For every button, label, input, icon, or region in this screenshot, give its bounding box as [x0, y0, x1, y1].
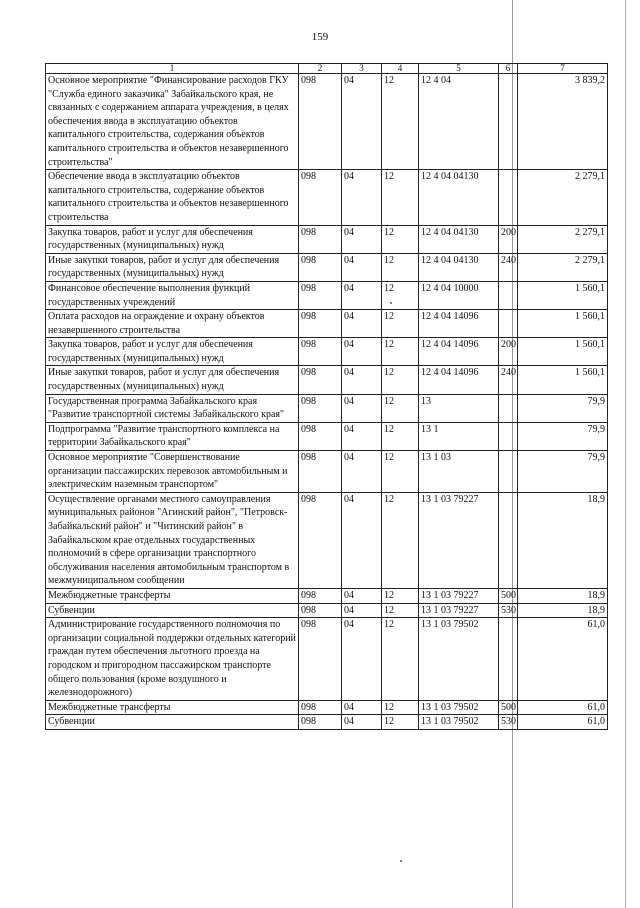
target-article-code: 13 1 03 79227 [419, 492, 499, 588]
amount: 79,9 [518, 451, 608, 493]
ministry-code: 098 [299, 588, 342, 603]
section-code: 04 [342, 225, 382, 253]
table-row [46, 225, 608, 253]
table-row [46, 310, 608, 338]
row-description: Основное мероприятие "Финансирование расходов ГКУ "Служба единого заказчика" Забайкальского края, не связанных с содержанием аппарата учреждения, в целях обеспечения ввода в эксплуатацию объектов капитального строительства, содержания объектов капитального строительства и объектов незавершенного строительства" [46, 74, 299, 170]
ministry-code: 098 [299, 451, 342, 493]
row-description: Закупка товаров, работ и услуг для обеспечения государственных (муниципальных) нужд [46, 225, 299, 253]
ministry-code: 098 [299, 618, 342, 701]
amount: 18,9 [518, 588, 608, 603]
expense-type-code [499, 170, 518, 225]
subsection-code: 12 [382, 310, 419, 338]
scan-artifact-line [625, 0, 626, 908]
target-article-code: 12 4 04 04130 [419, 170, 499, 225]
subsection-code: 12 [382, 74, 419, 170]
subsection-code: 12 [382, 618, 419, 701]
ministry-code: 098 [299, 281, 342, 309]
amount: 18,9 [518, 603, 608, 618]
target-article-code: 13 1 03 79502 [419, 700, 499, 715]
expense-type-code: 500 [499, 700, 518, 715]
expense-type-code [499, 451, 518, 493]
target-article-code: 12 4 04 10000 [419, 281, 499, 309]
subsection-code: 12 [382, 225, 419, 253]
table-row [46, 451, 608, 493]
row-description: Обеспечение ввода в эксплуатацию объектов капитального строительства, содержание объектов капитального строительства и объектов незавершенного строительства [46, 170, 299, 225]
table-row [46, 394, 608, 422]
ministry-code: 098 [299, 310, 342, 338]
expense-type-code: 530 [499, 715, 518, 730]
table-row [46, 422, 608, 450]
subsection-code: 12 [382, 715, 419, 730]
column-header: 6 [499, 64, 518, 74]
column-header: 2 [299, 64, 342, 74]
expense-type-code [499, 310, 518, 338]
target-article-code: 12 4 04 04130 [419, 225, 499, 253]
ministry-code: 098 [299, 74, 342, 170]
table-row [46, 338, 608, 366]
ministry-code: 098 [299, 225, 342, 253]
ministry-code: 098 [299, 700, 342, 715]
page-number: 159 [311, 31, 329, 43]
ministry-code: 098 [299, 715, 342, 730]
expense-type-code: 240 [499, 253, 518, 281]
section-code: 04 [342, 253, 382, 281]
table-row [46, 281, 608, 309]
table-header-row [46, 64, 608, 74]
amount: 1 560,1 [518, 366, 608, 394]
amount: 79,9 [518, 422, 608, 450]
scan-artifact-dot [400, 860, 402, 862]
row-description: Осуществление органами местного самоуправления муниципальных районов "Агинский район", "Петровск-Забайкальский район" и "Читинский район" в Забайкальском крае отдельных государственных полномочий в сфере организации транспортного обслуживания населения автомобильным транспортом в межмуниципальном сообщении [46, 492, 299, 588]
subsection-code: 12 [382, 366, 419, 394]
amount: 61,0 [518, 700, 608, 715]
expense-type-code: 200 [499, 338, 518, 366]
ministry-code: 098 [299, 492, 342, 588]
column-header: 4 [382, 64, 419, 74]
column-header: 1 [46, 64, 299, 74]
subsection-code: 12 [382, 588, 419, 603]
section-code: 04 [342, 603, 382, 618]
expense-type-code [499, 74, 518, 170]
row-description: Основное мероприятие "Совершенствование организации пассажирских перевозок автомобильным и электрическим наземным транспортом" [46, 451, 299, 493]
ministry-code: 098 [299, 253, 342, 281]
table-row [46, 492, 608, 588]
column-header: 3 [342, 64, 382, 74]
table-row [46, 366, 608, 394]
ministry-code: 098 [299, 366, 342, 394]
amount: 61,0 [518, 618, 608, 701]
target-article-code: 12 4 04 14096 [419, 310, 499, 338]
table-row [46, 588, 608, 603]
row-description: Иные закупки товаров, работ и услуг для обеспечения государственных (муниципальных) нужд [46, 366, 299, 394]
section-code: 04 [342, 170, 382, 225]
section-code: 04 [342, 338, 382, 366]
section-code: 04 [342, 492, 382, 588]
target-article-code: 12 4 04 [419, 74, 499, 170]
expense-type-code [499, 618, 518, 701]
table-row [46, 700, 608, 715]
ministry-code: 098 [299, 338, 342, 366]
column-header: 5 [419, 64, 499, 74]
target-article-code: 13 1 [419, 422, 499, 450]
ministry-code: 098 [299, 603, 342, 618]
table-row [46, 253, 608, 281]
ministry-code: 098 [299, 394, 342, 422]
section-code: 04 [342, 422, 382, 450]
subsection-code: 12 [382, 422, 419, 450]
target-article-code: 13 1 03 79502 [419, 618, 499, 701]
column-header: 7 [518, 64, 608, 74]
subsection-code: 12 [382, 394, 419, 422]
target-article-code: 13 1 03 [419, 451, 499, 493]
row-description: Субвенции [46, 603, 299, 618]
expense-type-code [499, 394, 518, 422]
section-code: 04 [342, 700, 382, 715]
section-code: 04 [342, 588, 382, 603]
amount: 2 279,1 [518, 253, 608, 281]
expense-type-code [499, 281, 518, 309]
subsection-code: 12 [382, 338, 419, 366]
row-description: Оплата расходов на ограждение и охрану объектов незавершенного строительства [46, 310, 299, 338]
expense-type-code: 200 [499, 225, 518, 253]
amount: 1 560,1 [518, 281, 608, 309]
table-row [46, 715, 608, 730]
section-code: 04 [342, 451, 382, 493]
budget-table [45, 63, 608, 730]
row-description: Подпрограмма "Развитие транспортного комплекса на территории Забайкальского края" [46, 422, 299, 450]
row-description: Администрирование государственного полномочия по организации социальной поддержки отдельных категорий граждан путем обеспечения льготного проезда на городском и пригородном пассажирском транспорте общего пользования (кроме воздушного и железнодорожного) [46, 618, 299, 701]
subsection-code: 12 [382, 492, 419, 588]
table-row [46, 603, 608, 618]
table-row [46, 618, 608, 701]
row-description: Межбюджетные трансферты [46, 588, 299, 603]
row-description: Финансовое обеспечение выполнения функций государственных учреждений [46, 281, 299, 309]
target-article-code: 12 4 04 14096 [419, 338, 499, 366]
amount: 61,0 [518, 715, 608, 730]
amount: 79,9 [518, 394, 608, 422]
target-article-code: 12 4 04 14096 [419, 366, 499, 394]
expense-type-code [499, 492, 518, 588]
row-description: Государственная программа Забайкальского края "Развитие транспортной системы Забайкальского края" [46, 394, 299, 422]
target-article-code: 13 1 03 79227 [419, 588, 499, 603]
section-code: 04 [342, 281, 382, 309]
amount: 2 279,1 [518, 225, 608, 253]
subsection-code: 12 [382, 281, 419, 309]
subsection-code: 12 [382, 170, 419, 225]
subsection-code: 12 [382, 603, 419, 618]
target-article-code: 13 [419, 394, 499, 422]
subsection-code: 12 [382, 700, 419, 715]
table-row [46, 170, 608, 225]
amount: 3 839,2 [518, 74, 608, 170]
row-description: Иные закупки товаров, работ и услуг для обеспечения государственных (муниципальных) нужд [46, 253, 299, 281]
ministry-code: 098 [299, 170, 342, 225]
section-code: 04 [342, 310, 382, 338]
amount: 1 560,1 [518, 338, 608, 366]
subsection-code: 12 [382, 253, 419, 281]
expense-type-code: 240 [499, 366, 518, 394]
amount: 18,9 [518, 492, 608, 588]
amount: 1 560,1 [518, 310, 608, 338]
expense-type-code: 530 [499, 603, 518, 618]
section-code: 04 [342, 394, 382, 422]
expense-type-code: 500 [499, 588, 518, 603]
section-code: 04 [342, 366, 382, 394]
section-code: 04 [342, 715, 382, 730]
section-code: 04 [342, 618, 382, 701]
amount: 2 279,1 [518, 170, 608, 225]
expense-type-code [499, 422, 518, 450]
target-article-code: 13 1 03 79502 [419, 715, 499, 730]
table-row [46, 74, 608, 170]
section-code: 04 [342, 74, 382, 170]
row-description: Закупка товаров, работ и услуг для обеспечения государственных (муниципальных) нужд [46, 338, 299, 366]
row-description: Субвенции [46, 715, 299, 730]
row-description: Межбюджетные трансферты [46, 700, 299, 715]
ministry-code: 098 [299, 422, 342, 450]
target-article-code: 12 4 04 04130 [419, 253, 499, 281]
subsection-code: 12 [382, 451, 419, 493]
target-article-code: 13 1 03 79227 [419, 603, 499, 618]
